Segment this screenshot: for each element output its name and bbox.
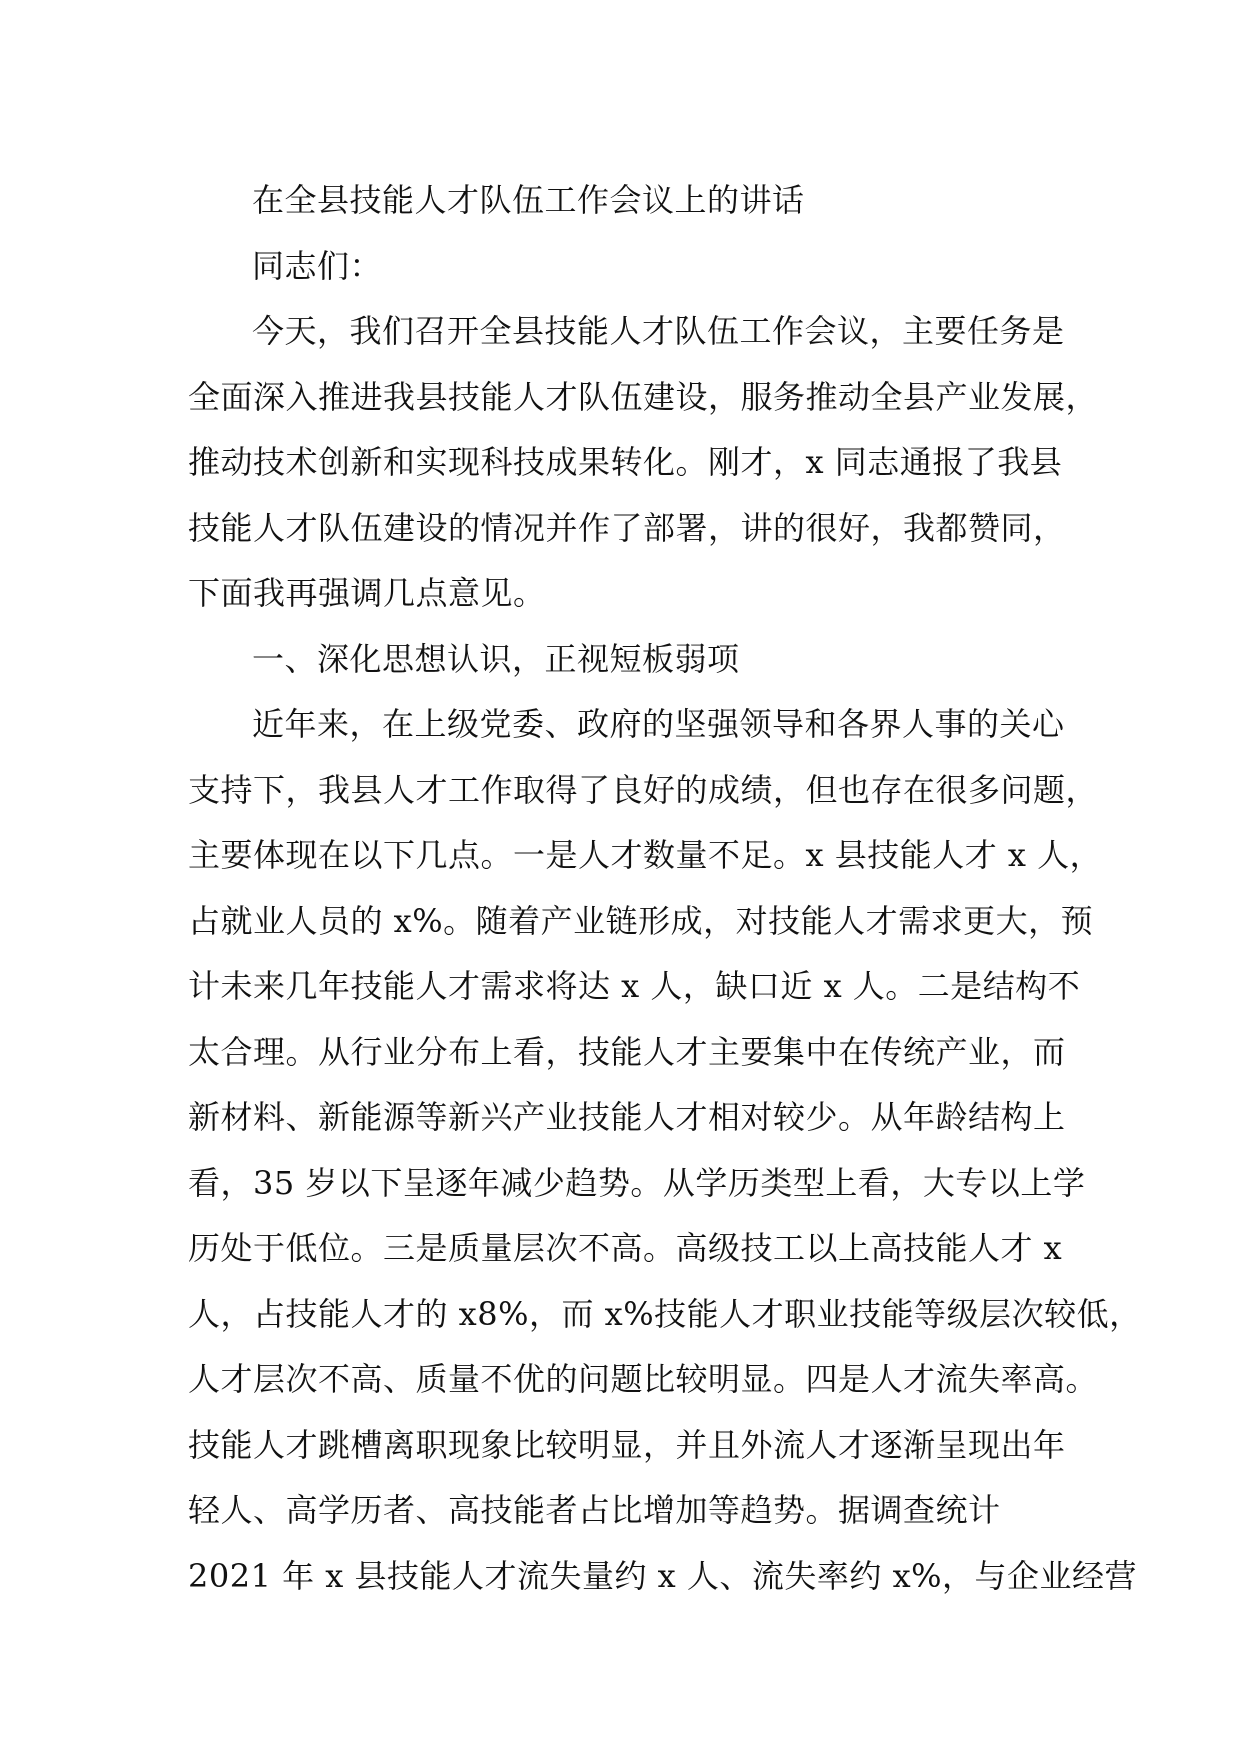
- body-line: 技能人才跳槽离职现象比较明显，并且外流人才逐渐呈现出年: [188, 1425, 1066, 1464]
- body-line: 太合理。从行业分布上看，技能人才主要集中在传统产业，而: [188, 1032, 1066, 1071]
- body-line: 计未来几年技能人才需求将达 x 人，缺口近 x 人。二是结构不: [188, 967, 1081, 1005]
- body-line: 主要体现在以下几点。一是人才数量不足。x 县技能人才 x 人，: [188, 836, 1103, 874]
- body-line: 人才层次不高、质量不优的问题比较明显。四是人才流失率高。: [188, 1360, 1099, 1398]
- body-line: 推动技术创新和实现科技成果转化。刚才，x 同志通报了我县: [188, 443, 1063, 481]
- body-line: 占就业人员的 x%。随着产业链形成，对技能人才需求更大，预: [188, 901, 1094, 940]
- salutation: 同志们：: [252, 246, 383, 285]
- body-line: 今天，我们召开全县技能人才队伍工作会议，主要任务是: [252, 312, 1065, 350]
- body-line: 看，35 岁以下呈逐年减少趋势。从学历类型上看，大专以上学: [188, 1163, 1086, 1202]
- body-line: 新材料、新能源等新兴产业技能人才相对较少。从年龄结构上: [188, 1098, 1066, 1136]
- body-line: 近年来，在上级党委、政府的坚强领导和各界人事的关心: [252, 705, 1065, 743]
- body-line: 技能人才队伍建设的情况并作了部署，讲的很好，我都赞同，: [188, 508, 1066, 547]
- body-line: 轻人、高学历者、高技能者占比增加等趋势。据调查统计: [188, 1491, 1001, 1529]
- document-title: 在全县技能人才队伍工作会议上的讲话: [252, 181, 805, 219]
- section-heading: 一、深化思想认识，正视短板弱项: [252, 639, 740, 678]
- body-line: 下面我再强调几点意见。: [188, 574, 546, 612]
- body-line: 人，占技能人才的 x8%，而 x%技能人才职业技能等级层次较低，: [188, 1294, 1142, 1333]
- body-line: 历处于低位。三是质量层次不高。高级技工以上高技能人才 x: [188, 1229, 1063, 1267]
- body-line: 2021 年 x 县技能人才流失量约 x 人、流失率约 x%，与企业经营: [188, 1556, 1138, 1595]
- document-body: [188, 168, 1142, 1609]
- body-line: 支持下，我县人才工作取得了良好的成绩，但也存在很多问题，: [188, 770, 1099, 809]
- body-line: 全面深入推进我县技能人才队伍建设，服务推动全县产业发展，: [188, 377, 1099, 416]
